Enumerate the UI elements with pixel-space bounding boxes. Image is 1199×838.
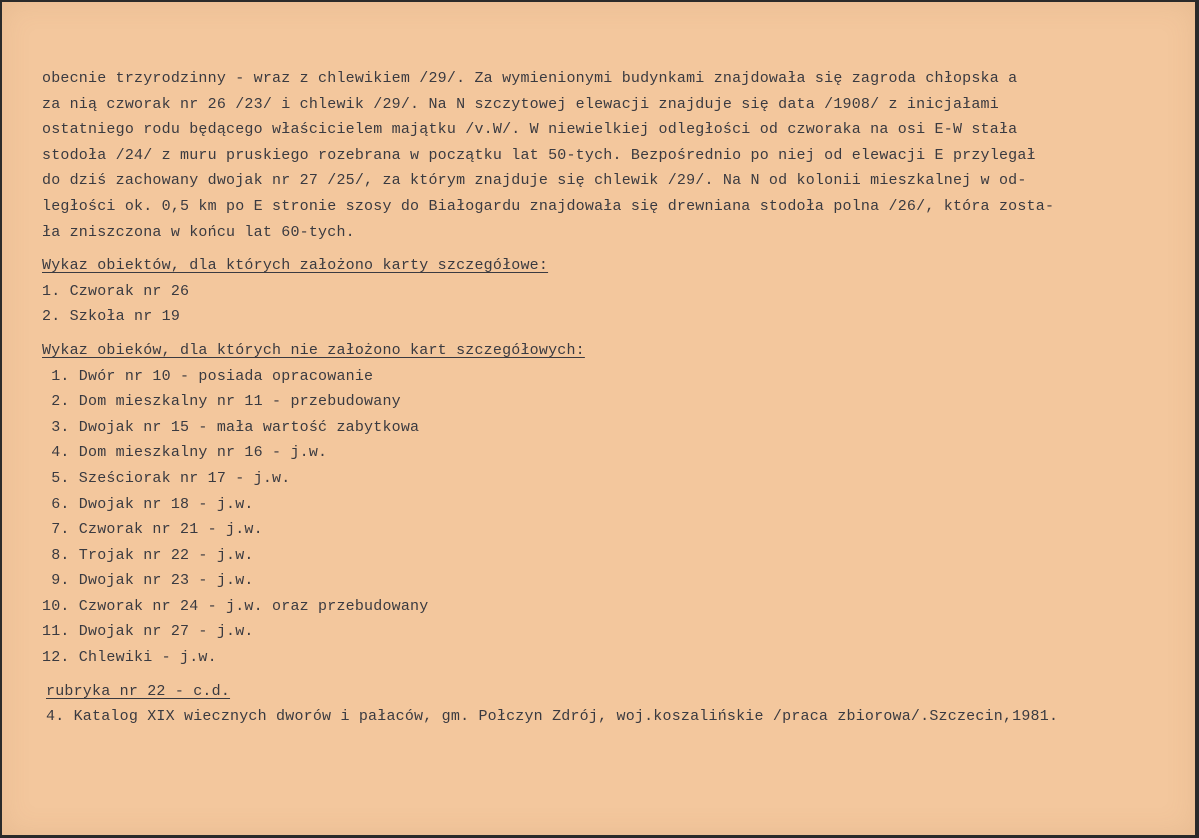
reference-line: 4. Katalog XIX wiecznych dworów i pałaców, gm. Połczyn Zdrój, woj.koszalińskie /praca zbiorowa/.Szczecin,1981. xyxy=(46,708,1059,726)
detailed-cards-section xyxy=(42,253,1182,330)
paragraph-line: ostatniego rodu będącego właścicielem majątku /v.W/. W niewielkiej odległości od czworaka na osi E-W stała xyxy=(42,121,1018,139)
list-item: 2. Szkoła nr 19 xyxy=(42,308,181,326)
list-item: 8. Trojak nr 22 - j.w. xyxy=(42,546,254,564)
section-heading: Wykaz obiektów, dla których założono karty szczegółowe: xyxy=(42,257,549,275)
list-item: 4. Dom mieszkalny nr 16 - j.w. xyxy=(42,444,328,462)
list-item: 9. Dwojak nr 23 - j.w. xyxy=(42,572,254,590)
description-paragraph xyxy=(42,66,1182,245)
list-item: 2. Dom mieszkalny nr 11 - przebudowany xyxy=(42,393,401,411)
list-item: 6. Dwojak nr 18 - j.w. xyxy=(42,495,254,513)
no-cards-section xyxy=(42,338,1182,671)
section-heading: Wykaz obieków, dla których nie założono kart szczegółowych: xyxy=(42,341,585,359)
typed-text xyxy=(42,66,1182,730)
section-heading: rubryka nr 22 - c.d. xyxy=(46,682,231,700)
paragraph-line: stodoła /24/ z muru pruskiego rozebrana w początku lat 50-tych. Bezpośrednio po niej od elewacji E przylegał xyxy=(42,146,1036,164)
list-item: 7. Czworak nr 21 - j.w. xyxy=(42,521,263,539)
list-item: 11. Dwojak nr 27 - j.w. xyxy=(42,623,254,641)
list-item: 3. Dwojak nr 15 - mała wartość zabytkowa xyxy=(42,418,420,436)
paragraph-line: do dziś zachowany dwojak nr 27 /25/, za którym znajduje się chlewik /29/. Na N od kolonii mieszkalnej w od- xyxy=(42,172,1027,190)
document-card xyxy=(2,2,1195,835)
list-item: 1. Czworak nr 26 xyxy=(42,282,190,300)
list-item: 5. Sześciorak nr 17 - j.w. xyxy=(42,469,291,487)
paragraph-line: obecnie trzyrodzinny - wraz z chlewikiem /29/. Za wymienionymi budynkami znajdowała się zagroda chłopska a xyxy=(42,70,1018,87)
paragraph-line: ległości ok. 0,5 km po E stronie szosy do Białogardu znajdowała się drewniana stodoła polna /26/, która zosta- xyxy=(42,197,1055,215)
list-item: 1. Dwór nr 10 - posiada opracowanie xyxy=(42,367,374,385)
list-item: 10. Czworak nr 24 - j.w. oraz przebudowany xyxy=(42,597,429,615)
rubric-section xyxy=(42,679,1182,730)
paragraph-line: ła zniszczona w końcu lat 60-tych. xyxy=(42,223,355,241)
paragraph-line: za nią czworak nr 26 /23/ i chlewik /29/. Na N szczytowej elewacji znajduje się data /1908/ z inicjałami xyxy=(42,95,999,113)
list-item: 12. Chlewiki - j.w. xyxy=(42,649,217,667)
